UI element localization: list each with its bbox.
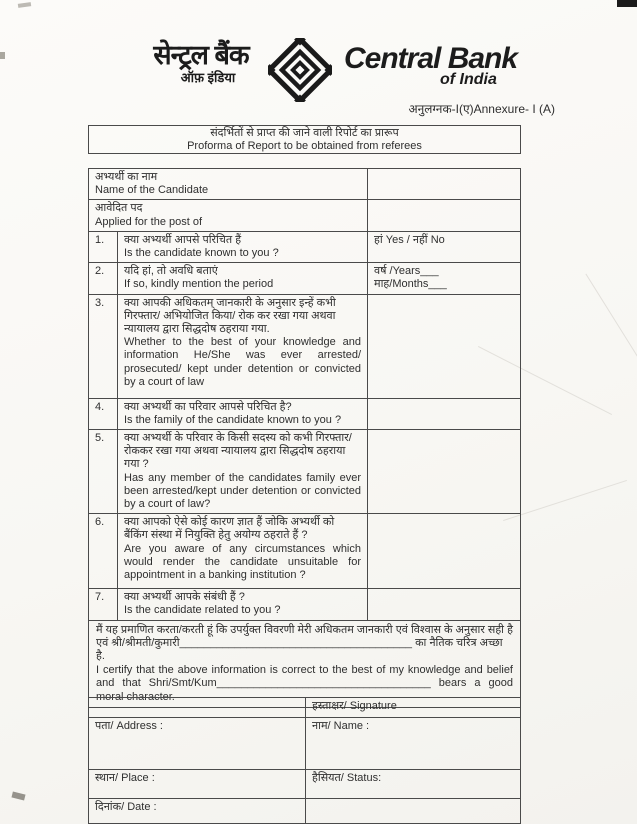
question-number: 2.	[89, 263, 118, 293]
question-row-2	[89, 262, 520, 293]
candidate-name-label-english: Name of the Candidate	[95, 184, 209, 197]
candidate-name-row	[89, 169, 520, 199]
date-row-empty-cell	[306, 799, 520, 823]
date-label: दिनांक/ Date :	[89, 799, 306, 823]
answer-cell	[368, 430, 520, 513]
question-text-hindi: क्या आपको ऐसे कोई कारण ज्ञात हैं जोकि अभ्यर्थी को बैंकिंग संस्था में नियुक्ति हेतु अयोग्य ठहराते हैं ?	[124, 516, 335, 542]
status-label: हैसियत/ Status:	[312, 772, 382, 784]
candidate-name-label-cell	[89, 169, 368, 199]
answer-cell	[368, 514, 520, 588]
name-label: नाम/ Name :	[312, 720, 370, 732]
annexure-label: अनुलग्नक-I(ए)Annexure- I (A)	[408, 102, 555, 116]
question-number: 7.	[89, 589, 118, 619]
candidate-name-answer-cell	[368, 169, 520, 199]
form-title-english: Proforma of Report to be obtained from referees	[187, 140, 422, 152]
answer-cell	[368, 399, 520, 429]
applied-post-label-english: Applied for the post of	[95, 215, 203, 228]
place-label: स्थान/ Place :	[89, 770, 306, 798]
question-number: 6.	[89, 514, 118, 588]
answer-cell	[368, 295, 520, 398]
candidate-name-label-hindi: अभ्यर्थी का नाम	[95, 171, 158, 183]
scan-artifact-top-right	[617, 0, 637, 7]
bank-logo-hindi-name: सेन्ट्रल बैंक	[153, 40, 249, 70]
question-cell	[118, 399, 368, 429]
answer-cell	[368, 589, 520, 619]
question-text-english: Is the family of the candidate known to you ?	[124, 413, 342, 426]
form-title-box	[88, 125, 521, 154]
scan-artifact-left-edge	[0, 52, 5, 59]
bank-logo-english-sub: of India	[440, 71, 497, 88]
applied-post-answer-cell	[368, 200, 520, 230]
bank-logo-hindi	[134, 40, 268, 86]
certification-cell	[89, 621, 520, 707]
question-text-english: Are you aware of any circumstances which would render the candidate unsuitable for appointment in a banking institution ?	[124, 542, 361, 582]
question-text-english: Is the candidate known to you ?	[124, 247, 279, 260]
answer-cell: हां Yes / नहीं No	[374, 233, 445, 246]
question-cell	[118, 295, 368, 398]
question-text-hindi: क्या अभ्यर्थी आपके संबंधी हैं ?	[124, 591, 245, 604]
question-text-english: Is the candidate related to you ?	[124, 604, 281, 617]
place-status-row	[89, 769, 520, 798]
form-title-hindi: संदर्भितों से प्राप्त की जाने वाली रिपोर्ट का प्रारूप	[210, 127, 399, 139]
certification-text-english: I certify that the above information is correct to the best of my knowledge and belief and that Shri/Smt/Kum___________________________________ bears a good moral character.	[96, 664, 513, 703]
question-cell	[118, 514, 368, 588]
question-row-6	[89, 513, 520, 588]
question-number: 5.	[89, 430, 118, 513]
question-text-hindi: क्या अभ्यर्थी आपसे परिचित हैं	[124, 233, 242, 246]
scan-artifact-bottom-left	[11, 792, 25, 801]
question-number: 4.	[89, 399, 118, 429]
address-name-row	[89, 717, 520, 769]
central-bank-logo-icon	[268, 38, 332, 102]
bank-logo-english-name: Central Bank	[344, 42, 518, 75]
question-row-3	[89, 294, 520, 398]
date-row	[89, 798, 520, 823]
question-text-hindi: यदि हां, तो अवधि बताएं	[124, 265, 218, 278]
question-text-hindi: क्या अभ्यर्थी का परिवार आपसे परिचित है?	[124, 400, 292, 413]
question-number: 3.	[89, 295, 118, 398]
applied-post-label-hindi: आवेदित पद	[95, 202, 143, 215]
bank-logo-english	[344, 44, 517, 89]
referee-report-table	[88, 168, 521, 708]
question-row-5	[89, 429, 520, 513]
paper-crease	[585, 274, 637, 368]
answer-cell: वर्ष /Years___ माह/Months___	[374, 265, 447, 291]
signature-label: हस्ताक्षर/ Signature	[312, 700, 397, 712]
question-row-4	[89, 398, 520, 429]
applied-post-row	[89, 199, 520, 230]
question-cell	[118, 430, 368, 513]
question-number: 1.	[89, 232, 118, 262]
certification-row	[89, 620, 520, 707]
question-text-english: If so, kindly mention the period	[124, 278, 274, 291]
signature-row-empty-cell	[89, 698, 306, 717]
signature-block-table	[88, 697, 521, 824]
scan-artifact-top-left	[18, 2, 31, 8]
paper-crease	[503, 480, 627, 521]
question-cell	[118, 232, 368, 262]
question-row-1	[89, 231, 520, 262]
question-text-hindi: क्या आपकी अधिकतम् जानकारी के अनुसार इन्हें कभी गिरफ्तार/ अभियोजित किया/ रोक कर रखा गया अथवा न्यायालय द्वारा सिद्धदोष ठहराया गया.	[124, 296, 336, 336]
question-text-english: Has any member of the candidates family ever been arrested/kept under detention or convicted by a court of law?	[124, 471, 361, 511]
question-text-english: Whether to the best of your knowledge and information He/She was ever arrested/ prosecuted/ kept under detention or convicted by a court of law	[124, 336, 361, 388]
address-label: पता/ Address :	[89, 718, 306, 769]
certification-text-hindi: मैं यह प्रमाणित करता/करती हूं कि उपर्युक्त विवरणी मेरी अधिकतम जानकारी एवं विश्वास के अनुसार सही है एवं श्री/श्रीमती/कुमारी______________________________________ का नैतिक चरित्र अच्छा है.	[96, 623, 513, 663]
question-row-7	[89, 588, 520, 619]
question-cell	[118, 263, 368, 293]
bank-logo-hindi-sub: ऑफ़ इंडिया	[180, 70, 236, 85]
signature-row	[89, 698, 520, 717]
question-cell	[118, 589, 368, 619]
applied-post-label-cell	[89, 200, 368, 230]
question-text-hindi: क्या अभ्यर्थी के परिवार के किसी सदस्य को कभी गिरफ्तार/ रोककर रखा गया अथवा न्यायालय द्वारा सिद्धदोष ठहराया गया ?	[124, 432, 352, 471]
